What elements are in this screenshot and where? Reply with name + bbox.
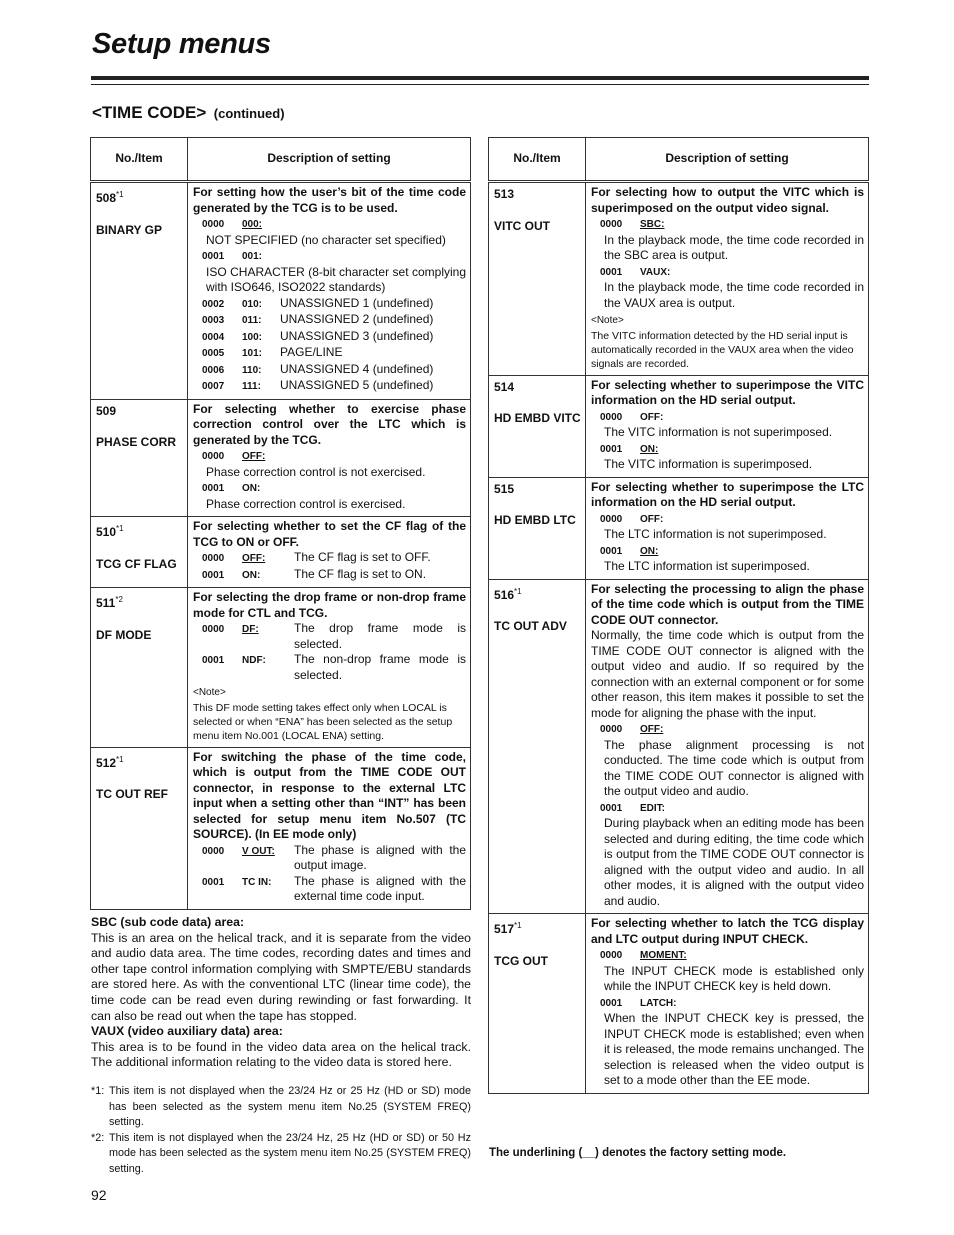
item-footnote-mark: *1 [514, 586, 522, 596]
item-number: 515 [494, 481, 515, 496]
vaux-text: This area is to be found in the video data area on the helical track. The additional information relating to the video data is stored here. [91, 1039, 471, 1070]
item-number: 509 [96, 403, 117, 418]
option-code: 0001 [202, 251, 225, 262]
item-no-cell [489, 375, 586, 477]
note-label: <Note> [591, 315, 624, 326]
option-value: OFF: [640, 724, 664, 735]
item-no-cell [91, 747, 188, 909]
sbc-text: This is an area on the helical track, and it is separate from the video and audio data area. The time codes, recording dates and times and other tape control information complying with SMPTE/EBU standards are stored here. As with the conventional LTC (linear time code), the time code can be read even during rewinding or fast forwarding. It can also be read out when the tape has stopped. [91, 930, 471, 1023]
option-code: 0000 [202, 553, 225, 564]
section-continued: (continued) [213, 106, 285, 121]
note-text: This DF mode setting takes effect only when LOCAL is selected or when “ENA” has been selected as the setup menu item No.001 (LOCAL ENA) setting. [193, 701, 453, 742]
item-description-cell [586, 579, 869, 914]
option-code: 0001 [202, 483, 225, 494]
option-description: Phase correction control is exercised. [206, 496, 406, 511]
sbc-heading: SBC (sub code data) area: [91, 915, 245, 929]
footnote-key: *2: [91, 1131, 105, 1144]
left-settings-table [90, 137, 471, 910]
option-description: In the playback mode, the time code recorded in the SBC area is output. [604, 232, 864, 262]
option-value: 101: [242, 348, 263, 359]
option-code: 0000 [202, 845, 225, 857]
item-name: TCG OUT [494, 953, 548, 968]
option-value: ON: [640, 545, 659, 557]
footnote-text: This item is not displayed when the 23/24 Hz or 25 Hz (HD or SD) mode has been selected as the system menu item No.25 (SYSTEM FREQ) setting. [109, 1085, 471, 1128]
item-name: BINARY GP [96, 222, 163, 237]
section-title: <TIME CODE> [92, 103, 207, 122]
item-description-cell [586, 182, 869, 376]
option-description: The VITC information is superimposed. [604, 457, 813, 471]
item-no-cell [489, 182, 586, 376]
table-row [489, 182, 869, 376]
option-code: 0001 [600, 266, 623, 278]
header-no-item: No./Item [91, 138, 188, 182]
option-value: V OUT: [242, 845, 275, 857]
table-row [91, 747, 471, 909]
item-number: 508 [96, 191, 117, 205]
option-code: 0000 [202, 624, 225, 635]
header-description: Description of setting [586, 138, 869, 182]
option-value: 010: [242, 298, 263, 310]
option-description: The CF flag is set to OFF. [294, 550, 431, 564]
footnote-key: *1: [91, 1085, 105, 1097]
option-description: In the playback mode, the time code recorded in the VAUX area is output. [604, 280, 864, 310]
item-no-cell [489, 914, 586, 1094]
item-headline: For selecting how to output the VITC which is superimposed on the output video signal. [591, 185, 864, 215]
item-number: 514 [494, 379, 515, 394]
header-no-item: No./Item [489, 138, 586, 182]
header-description: Description of setting [188, 138, 471, 182]
item-footnote-mark: *1 [514, 921, 522, 930]
option-value: NDF: [242, 655, 266, 666]
item-no-cell [489, 477, 586, 579]
option-code: 0001 [600, 545, 623, 557]
item-name: VITC OUT [494, 218, 550, 233]
option-value: OFF: [640, 513, 664, 525]
page-number: 92 [91, 1187, 107, 1203]
item-footnote-mark: *1 [116, 754, 124, 764]
option-code: 0000 [202, 451, 225, 462]
table-row [489, 914, 869, 1094]
table-row [91, 588, 471, 748]
table-row [489, 579, 869, 914]
item-headline: For selecting whether to set the CF flag of the TCG to ON or OFF. [193, 519, 466, 549]
option-value: DF: [242, 624, 259, 635]
item-description-cell [188, 182, 471, 400]
item-number: 517 [494, 922, 515, 936]
option-description: The drop frame mode is selected. [294, 621, 466, 651]
item-no-cell [489, 579, 586, 914]
option-code: 0005 [202, 348, 225, 359]
item-headline: For setting how the user’s bit of the time code generated by the TCG is to be used. [193, 185, 466, 215]
table-row [489, 375, 869, 477]
footnote-1 [91, 1084, 471, 1131]
item-no-cell [91, 182, 188, 400]
option-description: When the INPUT CHECK key is pressed, the INPUT CHECK mode is established; even when it is released, the mode remains unchanged. The selection is released when the video output is set to a mode other than the EE mode. [604, 1011, 864, 1087]
option-value: ON: [640, 443, 659, 455]
item-headline: For switching the phase of the time code, which is output from the TIME CODE OUT connector, in response to the external LTC input when a setting other than “INT” has been selected for setup menu item No.507 (TC SOURCE). (In EE mode only) [193, 749, 466, 841]
option-code: 0000 [600, 411, 623, 423]
option-description: UNASSIGNED 5 (undefined) [280, 378, 434, 392]
item-number: 513 [494, 187, 515, 201]
item-no-cell [91, 399, 188, 517]
page-title: Setup menus [92, 28, 271, 60]
option-code: 0000 [600, 950, 623, 961]
option-value: 011: [242, 315, 262, 326]
item-name: DF MODE [96, 627, 152, 642]
option-code: 0001 [600, 997, 623, 1009]
option-value: MOMENT: [640, 950, 687, 961]
item-number: 512 [96, 755, 117, 770]
section-heading [92, 103, 285, 123]
option-code: 0001 [202, 876, 225, 888]
option-value: 110: [242, 364, 262, 376]
footnotes [91, 1084, 471, 1177]
table-row [91, 399, 471, 517]
note-label: <Note> [193, 687, 226, 698]
table-row [489, 477, 869, 579]
option-code: 0000 [600, 724, 623, 735]
item-headline: For selecting whether to exercise phase correction control over the LTC which is generated by the TCG. [193, 401, 466, 447]
option-value: LATCH: [640, 997, 677, 1009]
option-value: OFF: [242, 451, 266, 462]
option-description: ISO CHARACTER (8-bit character set complying with ISO646, ISO2022 standards) [206, 264, 466, 294]
option-description: The LTC information ist superimposed. [604, 559, 810, 573]
table-header-row [489, 138, 869, 182]
option-description: NOT SPECIFIED (no character set specified) [206, 232, 446, 247]
option-description: During playback when an editing mode has been selected and during editing, the time code which is output from the TIME CODE OUT connector is aligned with the output video and audio. In all other modes, it is aligned with the output video and audio. [604, 816, 864, 908]
option-value: OFF: [242, 553, 266, 564]
item-description-cell [586, 375, 869, 477]
item-footnote-mark: *1 [116, 524, 124, 533]
option-code: 0003 [202, 315, 225, 326]
option-value: OFF: [640, 411, 664, 423]
item-description-cell [586, 477, 869, 579]
factory-setting-note: The underlining (__) denotes the factory setting mode. [489, 1147, 787, 1159]
option-value: SBC: [640, 219, 665, 230]
title-rule [91, 76, 869, 80]
item-name: HD EMBD VITC [494, 411, 581, 425]
option-description: The LTC information is not superimposed. [604, 527, 827, 541]
option-code: 0004 [202, 331, 225, 343]
item-name: PHASE CORR [96, 435, 177, 449]
item-paragraph: Normally, the time code which is output from the TIME CODE OUT connector is aligned with the output video and audio. If so required by the connection with an external component or for some other reason, this item makes it possible to set the mode for aligning the phase with the input. [591, 628, 864, 720]
footnote-text: This item is not displayed when the 23/24 Hz, 25 Hz (HD or SD) or 50 Hz mode has been selected as the system menu item No.25 (SYSTEM FREQ) setting. [109, 1131, 471, 1175]
item-no-cell [91, 588, 188, 748]
option-code: 0000 [202, 219, 225, 230]
option-description: UNASSIGNED 1 (undefined) [280, 295, 434, 310]
option-description: UNASSIGNED 4 (undefined) [280, 361, 434, 376]
item-description-cell [188, 588, 471, 748]
option-value: 111: [242, 381, 261, 392]
option-value: ON: [242, 569, 261, 581]
item-no-cell [91, 517, 188, 588]
item-headline: For selecting whether to superimpose the VITC information on the HD serial output. [591, 377, 864, 407]
item-number: 510 [96, 525, 117, 539]
item-description-cell [188, 399, 471, 517]
option-description: The phase is aligned with the output image. [294, 842, 466, 872]
option-value: 100: [242, 331, 263, 343]
item-headline: For selecting whether to superimpose the LTC information on the HD serial output. [591, 479, 864, 509]
footnote-2 [91, 1131, 471, 1178]
option-description: Phase correction control is not exercised. [206, 464, 426, 479]
item-headline: For selecting whether to latch the TCG display and LTC output during INPUT CHECK. [591, 916, 864, 946]
item-number: 511 [96, 596, 116, 610]
option-description: UNASSIGNED 2 (undefined) [280, 312, 434, 326]
option-value: 001: [242, 251, 263, 262]
option-value: TC IN: [242, 876, 272, 888]
option-value: ON: [242, 483, 261, 494]
option-description: The phase is aligned with the external time code input. [294, 873, 466, 903]
option-code: 0001 [202, 655, 225, 666]
item-description-cell [188, 517, 471, 588]
option-code: 0002 [202, 298, 225, 310]
item-number: 516 [494, 587, 515, 602]
option-description: The phase alignment processing is not conducted. The time code which is output from the TIME CODE OUT connector is aligned with the output video and audio. [604, 737, 864, 798]
option-code: 0006 [202, 364, 225, 376]
option-code: 0001 [202, 569, 225, 581]
item-name: TC OUT ADV [494, 619, 567, 633]
option-description: The CF flag is set to ON. [294, 566, 427, 581]
option-code: 0001 [600, 443, 623, 455]
option-value: 000: [242, 219, 263, 230]
table-row [91, 182, 471, 400]
option-description: The VITC information is not superimposed. [604, 425, 833, 439]
item-name: HD EMBD LTC [494, 513, 576, 527]
option-value: EDIT: [640, 802, 665, 814]
table-header-row [91, 138, 471, 182]
right-settings-table [488, 137, 869, 1094]
item-footnote-mark: *2 [115, 595, 123, 604]
option-description: PAGE/LINE [280, 345, 343, 359]
option-code: 0007 [202, 381, 225, 392]
option-code: 0001 [600, 802, 623, 814]
item-description-cell [188, 747, 471, 909]
option-description: The INPUT CHECK mode is established only while the INPUT CHECK key is held down. [604, 963, 864, 993]
item-headline: For selecting the processing to align the phase of the time code which is output from the TIME CODE OUT connector. [591, 581, 864, 627]
note-text: The VITC information detected by the HD serial input is automatically recorded in the VAUX area when the video signals are recorded. [591, 329, 854, 370]
option-value: VAUX: [640, 266, 671, 278]
item-headline: For selecting the drop frame or non-drop frame mode for CTL and TCG. [193, 590, 466, 620]
option-code: 0000 [600, 513, 623, 525]
table-row [91, 517, 471, 588]
vaux-heading: VAUX (video auxiliary data) area: [91, 1024, 283, 1039]
option-description: UNASSIGNED 3 (undefined) [280, 328, 434, 343]
title-rule-thin [91, 84, 869, 85]
item-footnote-mark: *1 [116, 190, 124, 199]
option-code: 0000 [600, 219, 623, 230]
area-definitions [91, 915, 471, 1071]
item-name: TC OUT REF [96, 787, 168, 801]
item-name: TCG CF FLAG [96, 556, 177, 571]
item-description-cell [586, 914, 869, 1094]
option-description: The non-drop frame mode is selected. [294, 652, 466, 682]
